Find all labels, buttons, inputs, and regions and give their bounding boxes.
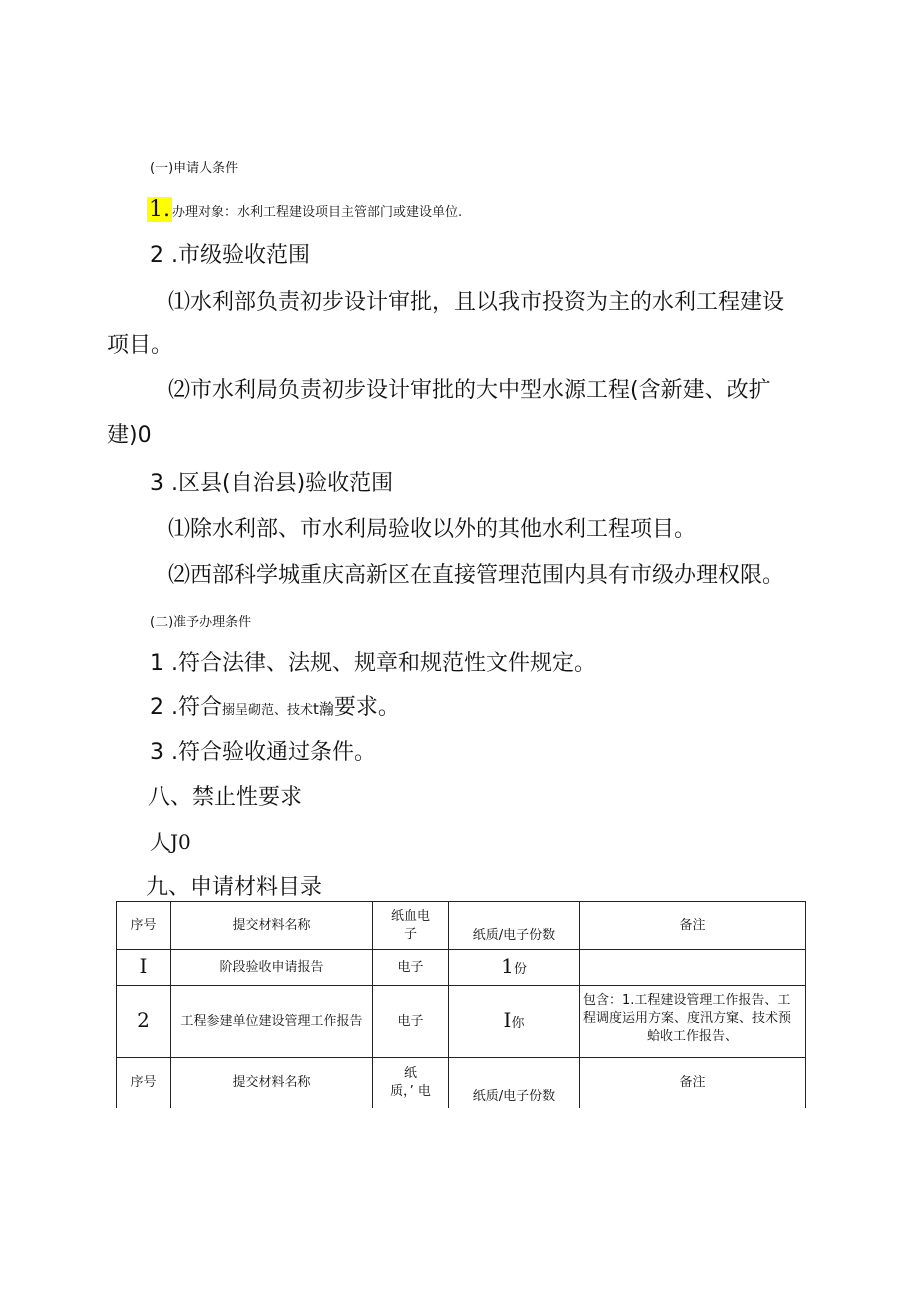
row2-number [117,986,171,1058]
row1-count-unit: 份 [513,961,527,977]
item1-text: 办理对象：水利工程建设项目主管部门或建设单位. [172,205,463,220]
row2-note-line1: 包含：1.工程建设管理工作报告、工 [583,993,791,1008]
section2-item2-small2: t瀚 [313,700,334,718]
section9-heading: 九、申请材料目录 [146,875,323,900]
row2-name: 工程参建单位建设管理工作报告 [171,986,373,1058]
row1-number-text: I [139,953,148,978]
section1-item3-2: ⑵西部科学城重庆高新区在直接管理范围内具有市级办理权限。 [168,563,785,588]
header-col-type-line2: 子 [403,926,417,942]
row1-count-num: 1 [501,953,514,978]
section1-item2-1-line2: 项目。 [107,333,174,358]
row1-name: 阶段验收申请报告 [171,950,373,986]
table-header-row [117,902,806,950]
section1-item2-2-line2: 建)0 [107,423,152,448]
table-row [117,986,806,1058]
section2-item2-prefix: 2 .符合 [150,695,222,720]
section1-item2-2-line1: ⑵市水利局负责初步设计审批的大中型水源工程(含新建、改扩 [168,378,771,403]
header2-col-count: 纸质/电子份数 [449,1058,580,1108]
row2-count-num: I [503,1007,512,1032]
row2-note-line3: 蛤收工作报告、 [646,1029,738,1044]
header2-col-name: 提交材料名称 [171,1058,373,1108]
table-header-row-repeat [117,1058,806,1108]
row2-count-unit: 你 [511,1015,525,1031]
section8-content: 人J0 [150,830,191,854]
header-col-type-line1: 纸血电 [390,908,430,924]
header-col-note: 备注 [580,902,806,950]
header2-col-number: 序号 [117,1058,171,1108]
section1-item3: 3 .区县(自治县)验收范围 [150,471,394,496]
header2-col-type [373,1058,449,1108]
section1-item3-1: ⑴除水利部、市水利局验收以外的其他水利工程项目。 [168,517,697,542]
section2-heading: (二)准予办理条件 [150,615,252,630]
header-col-number: 序号 [117,902,171,950]
table-row [117,950,806,986]
section2-item1: 1 .符合法律、法规、规章和规范性文件规定。 [150,651,596,676]
section2-item3: 3 .符合验收通过条件。 [150,740,376,765]
section1-item2-1-line1: ⑴水利部负责初步设计审批，且以我市投资为主的水利工程建设 [168,290,785,315]
section2-item2-small: 搦呈砌范、技术 [221,703,313,718]
header-col-name: 提交材料名称 [171,902,373,950]
row1-note [580,950,806,986]
row1-type: 电子 [373,950,449,986]
section1-item2: 2 .市级验收范围 [150,243,310,268]
section1-heading: (一)申请人条件 [150,161,239,176]
row1-count [449,950,580,986]
header2-col-type-line1: 纸 [403,1065,417,1081]
header-col-type [373,902,449,950]
row2-note [580,986,806,1058]
header2-col-type-line2: 质，’ 电 [390,1083,431,1099]
materials-table [116,901,806,1108]
header2-col-note: 备注 [580,1058,806,1108]
row2-number-text: 2 [137,1007,150,1032]
section2-item2-suffix: 要求。 [333,695,400,720]
row2-count [449,986,580,1058]
section1-item1 [147,196,462,224]
section2-item2 [150,690,400,721]
row2-note-line2: 程调度运用方案、度汛方窠、技术预 [583,1011,792,1026]
row2-type: 电子 [373,986,449,1058]
section8-heading: 八、禁止性要求 [148,785,303,810]
item1-number-highlight: 1. [149,197,170,222]
row1-number [117,950,171,986]
header-col-count: 纸质/电子份数 [449,902,580,950]
